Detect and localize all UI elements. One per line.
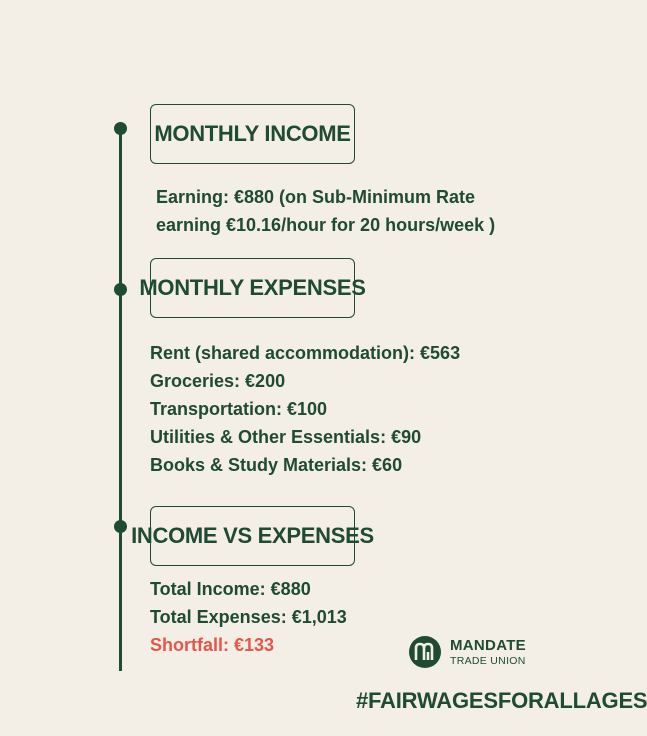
comparison-summary [150, 575, 347, 659]
logo-name: MANDATE [450, 636, 526, 654]
shortfall: Shortfall: €133 [150, 635, 275, 655]
expense-item: Groceries: €200 [150, 371, 286, 391]
section-title-monthly-expenses: MONTHLY EXPENSES [150, 258, 355, 318]
expense-item: Rent (shared accommodation): €563 [150, 343, 461, 363]
mandate-logo-icon [409, 636, 441, 668]
mandate-logo [409, 636, 526, 668]
income-line: Earning: €880 (on Sub-Minimum Rate [156, 187, 476, 207]
expense-item: Utilities & Other Essentials: €90 [150, 427, 422, 447]
hashtag: #FAIRWAGESFORALLAGES [356, 688, 647, 713]
expense-item: Books & Study Materials: €60 [150, 455, 403, 475]
expense-item: Transportation: €100 [150, 399, 328, 419]
income-details [156, 183, 495, 239]
timeline-line [119, 128, 122, 671]
expenses-list [150, 339, 460, 479]
timeline-dot-expenses [114, 283, 127, 296]
timeline-dot-comparison [114, 520, 127, 533]
timeline-dot-income [114, 122, 127, 135]
total-expenses: Total Expenses: €1,013 [150, 607, 347, 627]
total-income: Total Income: €880 [150, 579, 311, 599]
logo-subtitle: TRADE UNION [450, 654, 526, 667]
section-title-monthly-income: MONTHLY INCOME [150, 104, 355, 164]
income-line: earning €10.16/hour for 20 hours/week ) [156, 215, 496, 235]
section-title-income-vs-expenses: INCOME VS EXPENSES [150, 506, 355, 566]
